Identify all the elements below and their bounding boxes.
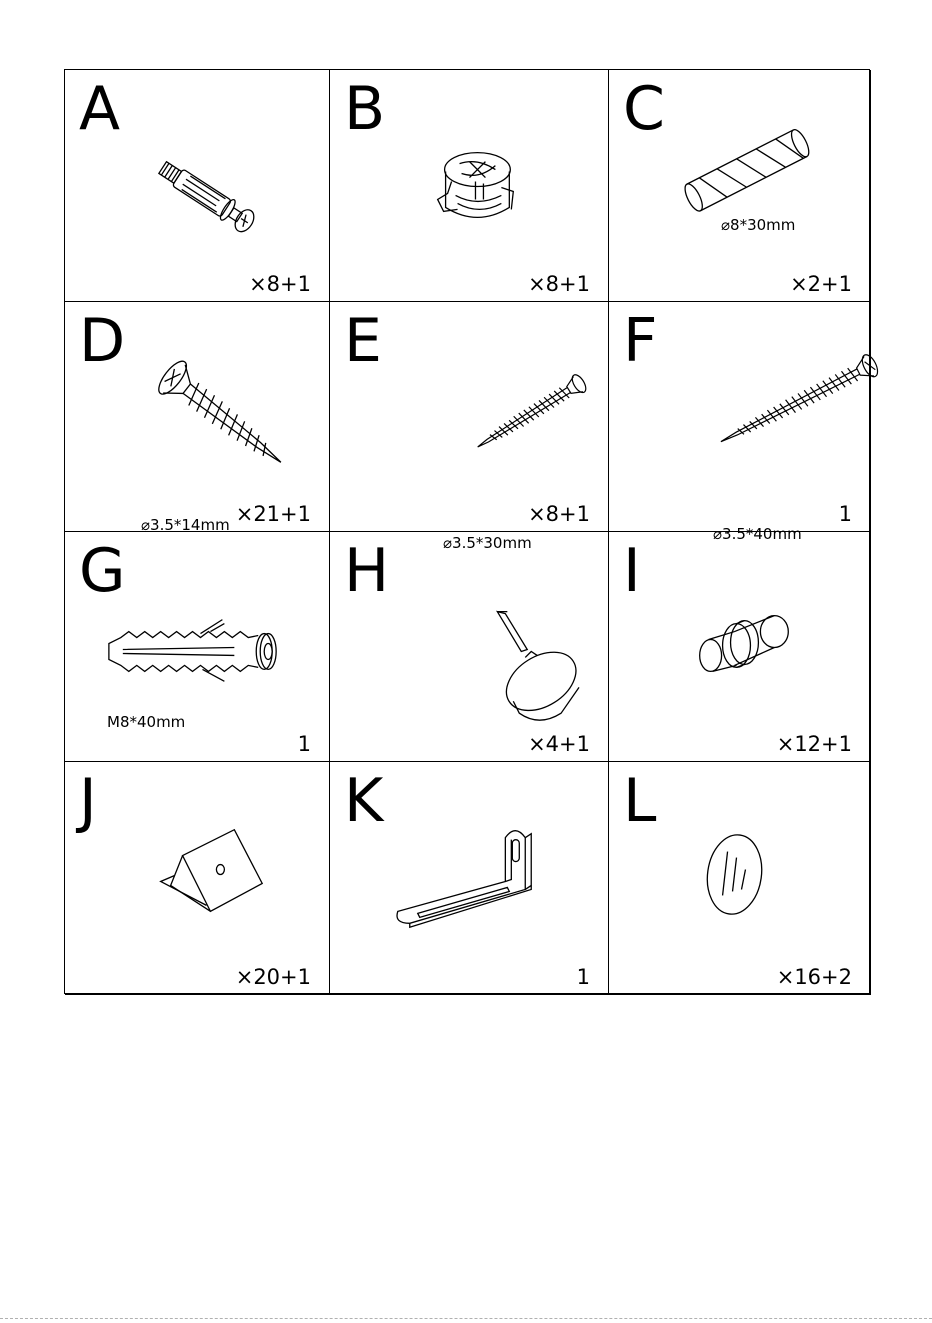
felt-glide-nail-icon (330, 532, 608, 761)
part-spec: ⌀8*30mm (721, 216, 796, 234)
part-cell-j (65, 762, 330, 995)
part-cell-e (330, 302, 609, 552)
corner-block-icon (65, 762, 329, 994)
part-spec: ⌀3.5*30mm (443, 534, 532, 552)
part-quantity: 1 (576, 965, 590, 989)
part-cell-a (65, 70, 330, 302)
part-letter: D (79, 306, 126, 376)
part-cell-g (65, 532, 330, 762)
part-letter: C (623, 74, 665, 144)
wood-dowel-icon (609, 70, 870, 301)
cover-cap-icon (609, 762, 870, 994)
part-cell-h (330, 532, 609, 762)
part-cell-d (65, 302, 330, 532)
part-quantity: ×21+1 (235, 502, 311, 526)
part-quantity: 1 (838, 502, 852, 526)
part-letter: G (79, 536, 126, 606)
part-quantity: ×4+1 (528, 732, 590, 756)
parts-grid (65, 70, 869, 993)
part-letter: K (344, 766, 384, 836)
part-cell-i (609, 532, 871, 762)
part-letter: A (79, 74, 121, 144)
part-letter: J (79, 766, 97, 836)
part-quantity: ×2+1 (790, 272, 852, 296)
part-spec: ⌀3.5*40mm (713, 525, 802, 543)
part-letter: B (344, 74, 386, 144)
long-screw-icon (609, 302, 870, 531)
part-quantity: ×8+1 (528, 272, 590, 296)
part-cell-b (330, 70, 609, 302)
part-quantity: ×20+1 (235, 965, 311, 989)
part-quantity: ×16+2 (776, 965, 852, 989)
part-letter: L (623, 766, 657, 836)
cam-lock-icon (330, 70, 608, 301)
part-spec: ⌀3.5*14mm (141, 516, 230, 534)
part-quantity: 1 (297, 732, 311, 756)
part-quantity: ×12+1 (776, 732, 852, 756)
part-cell-k (330, 762, 609, 995)
medium-screw-icon (330, 302, 608, 531)
page-bottom-edge (0, 1318, 932, 1319)
cam-dowel-icon (65, 70, 329, 301)
part-cell-c (609, 70, 871, 302)
short-screw-icon (65, 302, 329, 531)
wall-plug-icon (65, 532, 329, 761)
part-letter: F (623, 306, 658, 376)
part-cell-l (609, 762, 871, 995)
part-letter: H (344, 536, 390, 606)
part-spec: M8*40mm (107, 713, 186, 731)
part-letter: E (344, 306, 382, 376)
hardware-parts-sheet (64, 69, 870, 994)
shelf-pin-icon (609, 532, 870, 761)
part-letter: I (623, 536, 641, 606)
l-bracket-icon (330, 762, 608, 994)
part-quantity: ×8+1 (249, 272, 311, 296)
part-quantity: ×8+1 (528, 502, 590, 526)
part-cell-f (609, 302, 871, 543)
